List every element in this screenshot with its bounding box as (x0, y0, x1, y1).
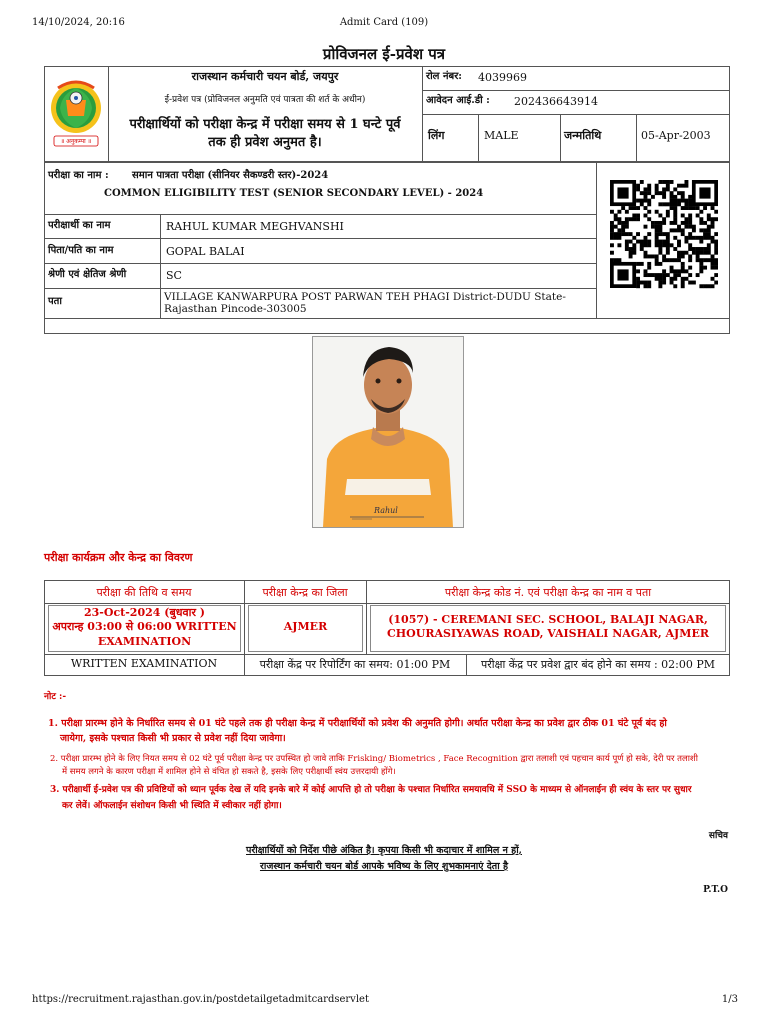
print-page-count: 1/3 (721, 994, 738, 1005)
card-subtitle: ई-प्रवेश पत्र (प्रोविजनल अनुमति एवं पात्रता की शर्त के अधीन) (164, 95, 366, 105)
category-value: SC (166, 269, 182, 282)
father-name-label: पिता/पति का नाम (48, 245, 114, 256)
logo-caption: ॥ अनुकम्पा ॥ (60, 138, 92, 145)
footer-line1: परीक्षार्थियों को निर्देश पीछे अंकित है। कृपया किसी भी कदाचार में शामिल न हों, (246, 845, 522, 856)
exam-name-hindi: समान पात्रता परीक्षा (सीनियर सैकण्डरी स्तर)-2024 (132, 170, 329, 181)
note-1-line2: जायेगा, इसके पश्चात किसी भी प्रकार से प्रवेश नहीं दिया जावेगा। (60, 733, 286, 745)
gender-value: MALE (484, 129, 519, 142)
signature-text: Rahul (374, 506, 398, 515)
note-1-line1: 1. परीक्षा प्रारम्भ होने के निर्धारित समय से 01 घंटे पहले तक ही परीक्षा केन्द्र में परीक्षार्थियों को प्रवेश की अनुमति होगी। अर्थात परीक्षा केन्द्र का प्रवेश द्वार ठीक 01 घंटे पूर्व बंद हो (48, 718, 667, 729)
note-3-line1: 3. परीक्षार्थी ई-प्रवेश पत्र की प्रविष्टियों को ध्यान पूर्वक देख लें यदि इनके बारे में कोई आपत्ति हो तो परीक्षा के पश्चात निर्धारित समयावधि में SSO के माध्यम से ऑनलाईन ही स्वंय के स्तर पर सुधार (50, 785, 692, 795)
exam-date-time (48, 606, 241, 649)
exam-type-label: EXAMINATION (97, 634, 192, 648)
instruction-line1: परीक्षार्थियों को परीक्षा केन्द्र में परीक्षा समय से 1 घन्टे पूर्व (129, 117, 401, 132)
entry-instruction (108, 116, 422, 151)
print-tab-title: Admit Card (109) (339, 17, 429, 28)
qr-code (610, 172, 718, 296)
dob-value: 05-Apr-2003 (641, 129, 711, 142)
exam-time: अपरान्ह 03:00 से 06:00 WRITTEN (52, 620, 237, 634)
col-header-district: परीक्षा केन्द्र का जिला (262, 586, 348, 599)
instruction-line2: तक ही प्रवेश अनुमत है। (208, 134, 322, 150)
candidate-name-label: परीक्षार्थी का नाम (48, 220, 111, 231)
pto-label: P.T.O (703, 885, 728, 895)
candidate-signature (312, 500, 464, 530)
father-name-value: GOPAL BALAI (166, 245, 245, 258)
notes-heading: नोट :- (44, 692, 67, 702)
footer-message (0, 843, 768, 874)
footer-line2: राजस्थान कर्मचारी चयन बोर्ड आपके भविष्य के लिए शुभकामनाएं देता है (259, 860, 509, 872)
exam-center (370, 613, 726, 642)
note-2-line2: में समय लगने के कारण परीक्षा में शामिल होने से वंचित हो सकते है, इसके लिए परीक्षार्थी स्वंय उत्तरदायी होंगे। (62, 767, 396, 778)
address-label: पता (48, 296, 62, 307)
exam-name-label: परीक्षा का नाम : (48, 170, 109, 181)
dob-label: जन्मतिथि (564, 129, 602, 142)
print-datetime: 14/10/2024, 20:16 (32, 17, 125, 28)
app-id-value: 202436643914 (514, 95, 598, 108)
exam-name-english: COMMON ELIGIBILITY TEST (SENIOR SECONDARY LEVEL) - 2024 (104, 188, 484, 199)
center-line1: (1057) - CEREMANI SEC. SCHOOL, BALAJI NAGAR, (388, 613, 708, 626)
note-3-line2: कर लेवें। ऑफलाईन संशोधन किसी भी स्थिति में स्वीकार नहीं होगा। (62, 800, 282, 811)
note-1 (48, 716, 728, 746)
note-2 (50, 753, 730, 779)
gate-close-time: परीक्षा केंद्र पर प्रवेश द्वार बंद होने का समय : 02:00 PM (480, 658, 716, 671)
exam-date: 23-Oct-2024 (बुधवार ) (84, 606, 205, 619)
center-line2: CHOURASIYAWAS ROAD, VAISHALI NAGAR, AJMER (387, 627, 709, 641)
schedule-heading: परीक्षा कार्यक्रम और केन्द्र का विवरण (44, 551, 193, 564)
page-title: प्रोविजनल ई-प्रवेश पत्र (322, 45, 446, 63)
note-2-line1: 2. परीक्षा प्रारम्भ होने के लिए नियत समय से 02 घंटे पूर्व परीक्षा केन्द्र पर उपस्थित हो जावे ताकि Frisking/ Biometrics , Face Recognition द्वारा तलाशी एवं पहचान कार्य पूर्ण हो सके, देरी पर तलाशी (50, 754, 698, 764)
candidate-name-value: RAHUL KUMAR MEGHVANSHI (166, 220, 344, 233)
note-3 (50, 783, 730, 815)
exam-district: AJMER (283, 620, 328, 633)
secretary-label: सचिव (708, 831, 728, 841)
category-label: श्रेणी एवं क्षेतिज श्रेणी (48, 269, 127, 280)
rssb-logo (46, 70, 106, 158)
col-header-center: परीक्षा केन्द्र कोड नं. एवं परीक्षा केन्द्र का नाम व पता (444, 586, 652, 599)
reporting-time: परीक्षा केंद्र पर रिपोर्टिंग का समय: 01:00 PM (259, 658, 451, 671)
col-header-date: परीक्षा की तिथि व समय (96, 586, 192, 599)
address-line1: VILLAGE KANWARPURA POST PARWAN TEH PHAGI District-DUDU State- (164, 291, 566, 303)
board-name: राजस्थान कर्मचारी चयन बोर्ड, जयपुर (191, 70, 339, 83)
gender-label: लिंग (428, 129, 445, 142)
app-id-label: आवेदन आई.डी : (426, 95, 490, 106)
address-line2: Rajasthan Pincode-303005 (164, 303, 307, 316)
roll-value: 4039969 (478, 71, 527, 84)
exam-type: WRITTEN EXAMINATION (70, 657, 218, 670)
print-url: https://recruitment.rajasthan.gov.in/postdetailgetadmitcardservlet (32, 994, 369, 1005)
address-value (164, 291, 594, 315)
roll-label: रोल नंबर: (426, 71, 462, 82)
